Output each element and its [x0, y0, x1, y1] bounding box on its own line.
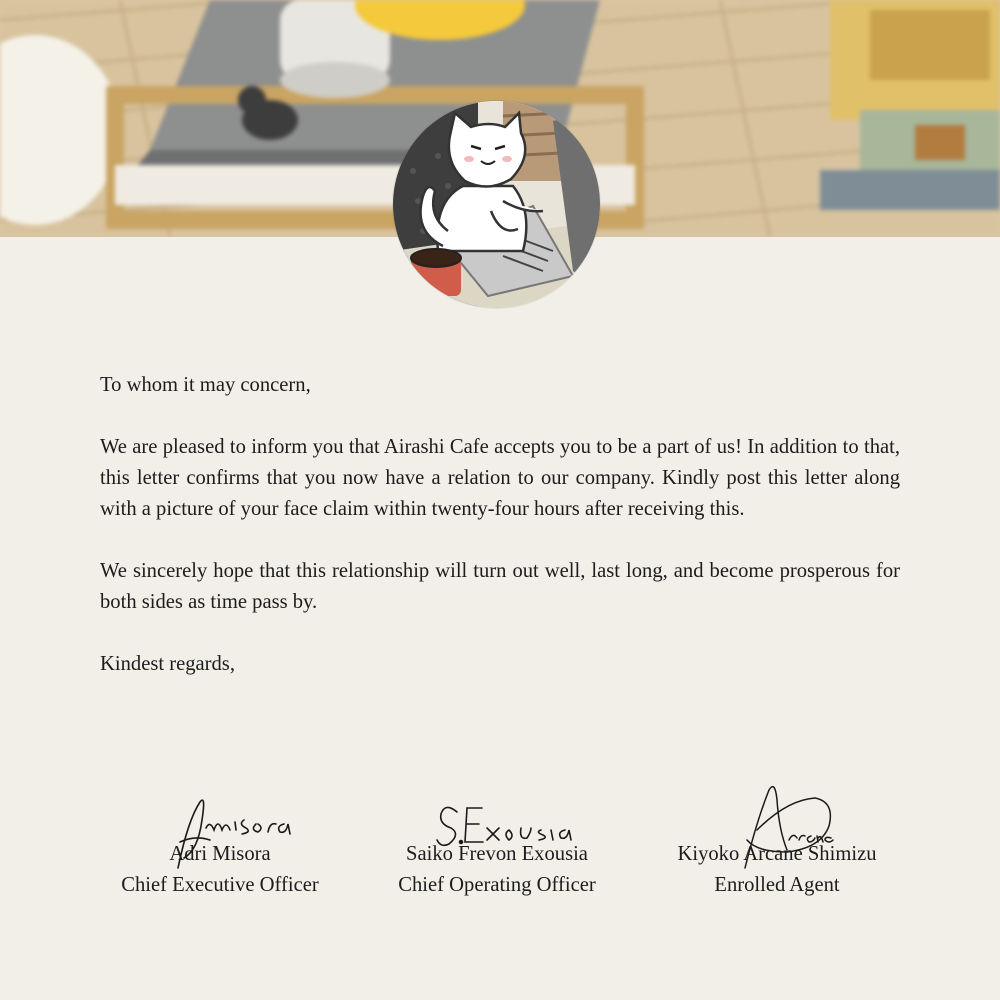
letter-body — [100, 370, 900, 711]
letter-paragraph-2: We sincerely hope that this relationship will turn out well, last long, and become prosperous for both sides as time pass by. — [100, 560, 900, 613]
cat-at-laptop-icon — [393, 101, 600, 308]
signatory-name: Adri Misora — [169, 843, 271, 865]
signature-block — [0, 780, 1000, 910]
signatory-title: Chief Operating Officer — [398, 874, 596, 896]
signatory-title: Enrolled Agent — [714, 874, 840, 896]
signatory-title: Chief Executive Officer — [121, 874, 319, 896]
letter-paragraph-1: We are pleased to inform you that Airashi Cafe accepts you to be a part of us! In addition to that, this letter confirms that you now have a relation to our company. Kindly post this letter along with a picture of your face claim within twenty-four hours after receiving this. — [100, 436, 900, 520]
salutation: To whom it may concern, — [100, 374, 311, 396]
signatory-name: Saiko Frevon Exousia — [406, 843, 588, 865]
signatory-name: Kiyoko Arcane Shimizu — [677, 843, 877, 865]
closing: Kindest regards, — [100, 653, 235, 675]
